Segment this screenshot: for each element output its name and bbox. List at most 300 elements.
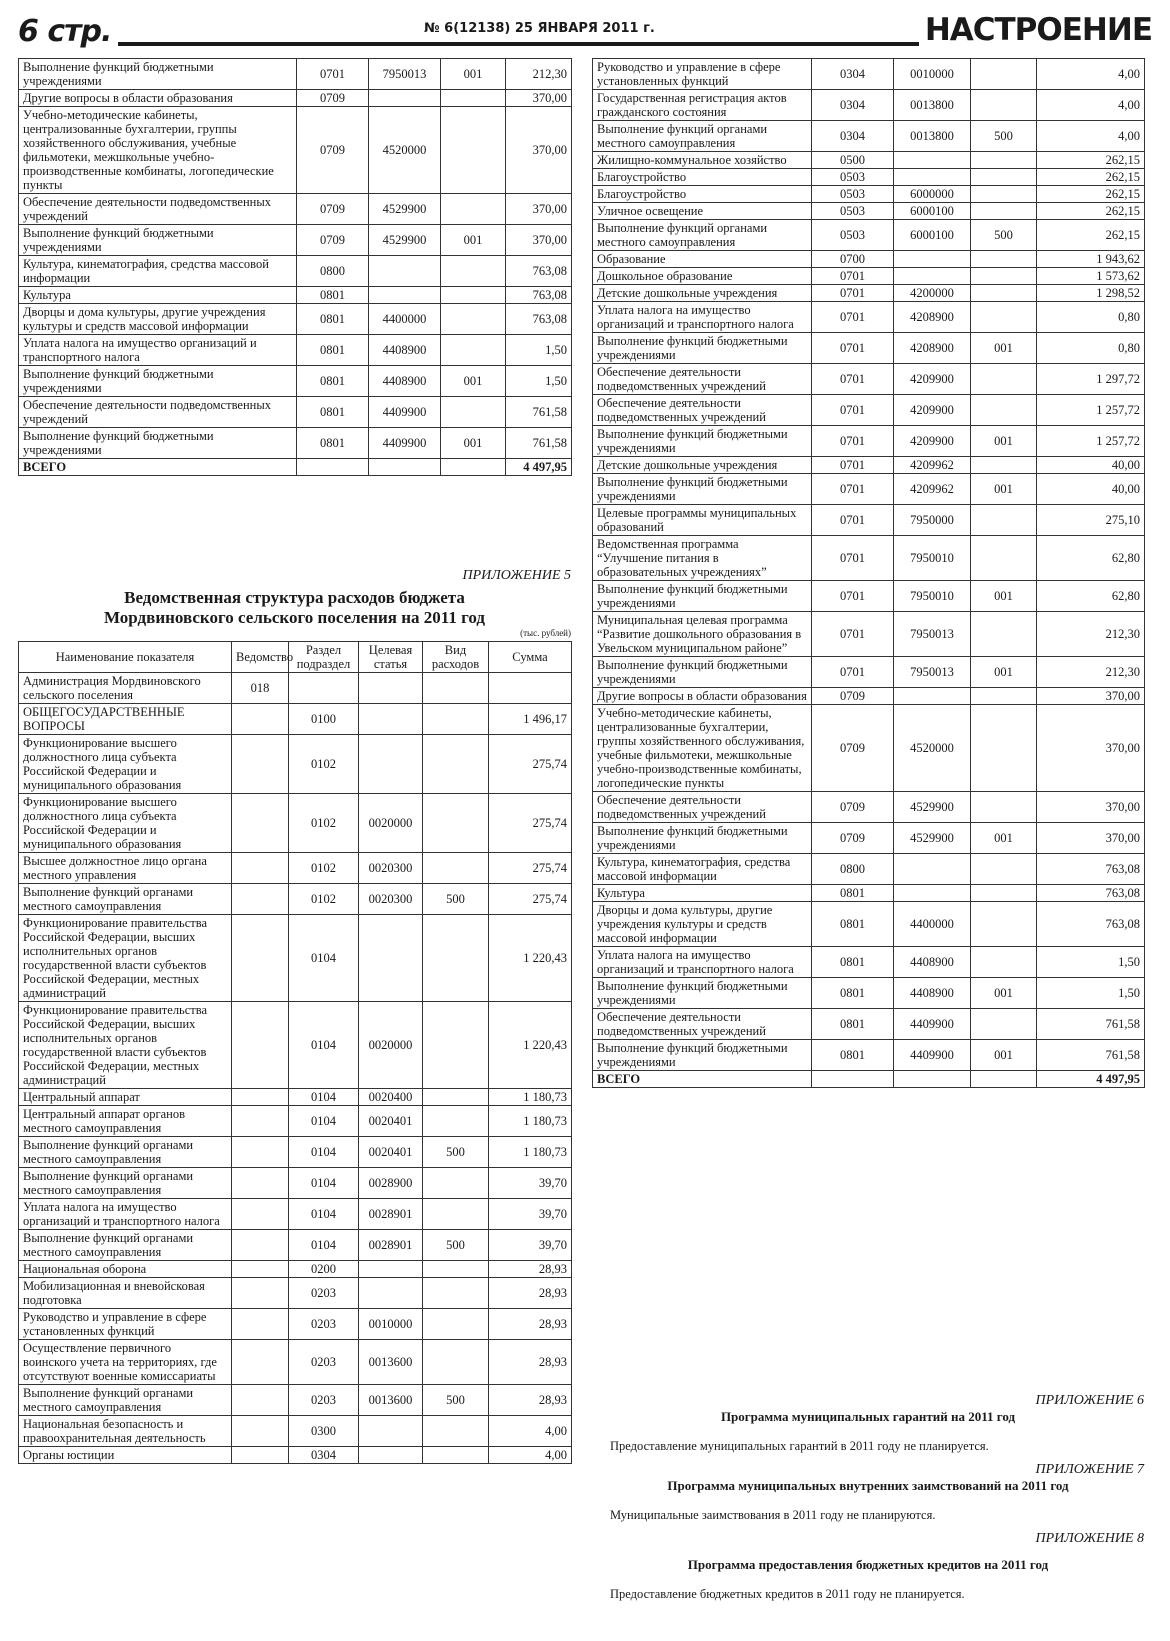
table-cell <box>297 459 369 476</box>
table-cell: 4408900 <box>894 978 971 1009</box>
table-cell: 0801 <box>812 902 894 947</box>
table-cell: 0701 <box>812 657 894 688</box>
table-cell <box>359 1416 423 1447</box>
table-row <box>593 268 1145 285</box>
table-cell: 4,00 <box>489 1416 572 1447</box>
table-cell: 0801 <box>297 428 369 459</box>
table-cell: 4208900 <box>894 302 971 333</box>
table-cell: 0020401 <box>359 1137 423 1168</box>
table-cell: 0,80 <box>1037 333 1145 364</box>
table-row <box>19 735 572 794</box>
table-cell <box>441 107 506 194</box>
table-cell: Функционирование правительства Российской Федерации, высших исполнительных органов государственной власти субъектов Российской Федерации, местных администраций <box>19 1002 232 1089</box>
table-cell: 0801 <box>297 366 369 397</box>
table-cell: Выполнение функций бюджетными учреждениями <box>593 657 812 688</box>
table-cell: Центральный аппарат <box>19 1089 232 1106</box>
table-cell: Жилищно-коммунальное хозяйство <box>593 152 812 169</box>
table-cell: 0701 <box>812 612 894 657</box>
table-cell: 0701 <box>812 536 894 581</box>
table-cell: 1 496,17 <box>489 704 572 735</box>
table-row <box>593 251 1145 268</box>
table-row <box>593 186 1145 203</box>
table-cell: 0102 <box>289 794 359 853</box>
table-cell <box>971 536 1037 581</box>
table-cell <box>232 1089 289 1106</box>
table-cell: Функционирование высшего должностного лица субъекта Российской Федерации и муниципального образования <box>19 735 232 794</box>
table-cell: Мобилизационная и вневойсковая подготовка <box>19 1278 232 1309</box>
table-row <box>19 794 572 853</box>
table-cell: Выполнение функций бюджетными учреждениями <box>593 426 812 457</box>
table-cell: 0102 <box>289 884 359 915</box>
table-cell: 0020401 <box>359 1106 423 1137</box>
table-cell <box>232 1309 289 1340</box>
table-cell: 0102 <box>289 735 359 794</box>
table-row <box>593 1009 1145 1040</box>
table-cell <box>971 1009 1037 1040</box>
table-cell: Уплата налога на имущество организаций и транспортного налога <box>19 1199 232 1230</box>
table-row <box>19 90 572 107</box>
table-cell: Выполнение функций бюджетными учреждениями <box>19 428 297 459</box>
table-cell: 0104 <box>289 1002 359 1089</box>
table-row <box>593 581 1145 612</box>
table-cell: 28,93 <box>489 1385 572 1416</box>
table-cell: 1 180,73 <box>489 1137 572 1168</box>
table-row <box>19 287 572 304</box>
table-row <box>19 1089 572 1106</box>
table-cell <box>232 794 289 853</box>
table-cell <box>423 1089 489 1106</box>
table-cell: 0800 <box>812 854 894 885</box>
table-cell: Обеспечение деятельности подведомственных учреждений <box>593 1009 812 1040</box>
table-cell <box>894 1071 971 1088</box>
table-cell <box>441 90 506 107</box>
table-row <box>19 1447 572 1464</box>
table-cell <box>232 1168 289 1199</box>
table-cell <box>232 1002 289 1089</box>
table-cell: 4400000 <box>369 304 441 335</box>
appendix5-block <box>18 568 571 1464</box>
table-cell: Выполнение функций органами местного самоуправления <box>19 1168 232 1199</box>
table-cell: Целевые программы муниципальных образований <box>593 505 812 536</box>
table-cell <box>971 902 1037 947</box>
left-top-table-block <box>18 58 571 476</box>
table-cell: 7950010 <box>894 581 971 612</box>
table-cell <box>369 256 441 287</box>
table-cell: 370,00 <box>506 194 572 225</box>
table-cell <box>423 1340 489 1385</box>
table-cell: 275,10 <box>1037 505 1145 536</box>
table-cell: Культура, кинематография, средства массовой информации <box>593 854 812 885</box>
table-cell: 28,93 <box>489 1261 572 1278</box>
table-cell <box>971 612 1037 657</box>
table-cell <box>971 251 1037 268</box>
table-cell <box>232 1278 289 1309</box>
table-row <box>593 302 1145 333</box>
table-row <box>19 335 572 366</box>
table-cell: Выполнение функций органами местного самоуправления <box>593 121 812 152</box>
table-cell: 212,30 <box>1037 657 1145 688</box>
table-cell <box>359 1278 423 1309</box>
table-cell: Дворцы и дома культуры, другие учреждения культуры и средств массовой информации <box>593 902 812 947</box>
table-cell: 0701 <box>812 426 894 457</box>
table-cell: Выполнение функций органами местного самоуправления <box>19 1385 232 1416</box>
table-cell: 28,93 <box>489 1340 572 1385</box>
table-cell: 001 <box>971 581 1037 612</box>
table-cell: 0701 <box>812 457 894 474</box>
table-cell: Выполнение функций бюджетными учреждениями <box>19 59 297 90</box>
table-cell: 0013800 <box>894 121 971 152</box>
table-cell: Руководство и управление в сфере установленных функций <box>593 59 812 90</box>
table-cell: 0503 <box>812 203 894 220</box>
table-cell: Выполнение функций бюджетными учреждениями <box>593 581 812 612</box>
appendix6-title: Программа муниципальных гарантий на 2011 год <box>720 1409 1016 1424</box>
table-cell: Дворцы и дома культуры, другие учреждения культуры и средств массовой информации <box>19 304 297 335</box>
appendix7-title: Программа муниципальных внутренних заимствований на 2011 год <box>667 1478 1069 1493</box>
table-cell: Выполнение функций бюджетными учреждениями <box>19 366 297 397</box>
table-cell <box>232 1416 289 1447</box>
table-cell <box>359 704 423 735</box>
table-cell: 7950000 <box>894 505 971 536</box>
table-cell <box>232 1137 289 1168</box>
table-cell: Учебно-методические кабинеты, централизованные бухгалтерии, группы хозяйственного обслуживания, учебные фильмотеки, межшкольные учебно-производственные комбинаты, логопедические пункты <box>19 107 297 194</box>
table-cell: 62,80 <box>1037 536 1145 581</box>
table-cell <box>894 152 971 169</box>
table-cell: 0010000 <box>359 1309 423 1340</box>
table-cell: 0,80 <box>1037 302 1145 333</box>
table-cell: 761,58 <box>1037 1009 1145 1040</box>
table-cell: 0709 <box>297 194 369 225</box>
table-cell <box>359 673 423 704</box>
table-row <box>19 304 572 335</box>
table-row <box>593 792 1145 823</box>
table-cell <box>441 256 506 287</box>
table-cell: 4408900 <box>369 366 441 397</box>
table-cell: 7950013 <box>894 612 971 657</box>
table-cell: 0701 <box>297 59 369 90</box>
table-cell: 763,08 <box>1037 902 1145 947</box>
table-cell: 0801 <box>812 947 894 978</box>
table-cell: 0801 <box>297 304 369 335</box>
table-row <box>593 457 1145 474</box>
column-header: Сумма <box>489 642 572 673</box>
table-cell: 370,00 <box>506 90 572 107</box>
table-cell: 4209962 <box>894 457 971 474</box>
table-cell: 0104 <box>289 1137 359 1168</box>
table-cell: 262,15 <box>1037 152 1145 169</box>
table-cell: 275,74 <box>489 853 572 884</box>
table-cell: 6000100 <box>894 220 971 251</box>
table-cell: 4,00 <box>1037 59 1145 90</box>
table-cell: Выполнение функций бюджетными учреждениями <box>593 1040 812 1071</box>
table-cell: Высшее должностное лицо органа местного управления <box>19 853 232 884</box>
table-cell <box>423 1002 489 1089</box>
table-cell: 39,70 <box>489 1230 572 1261</box>
table-cell: 4409900 <box>894 1009 971 1040</box>
table-row <box>593 203 1145 220</box>
table-cell <box>359 1447 423 1464</box>
table-cell: 1 180,73 <box>489 1089 572 1106</box>
table-cell: Национальная оборона <box>19 1261 232 1278</box>
appendix6-label: ПРИЛОЖЕНИЕ 6 <box>1035 1393 1144 1408</box>
table-cell <box>232 1261 289 1278</box>
table-row <box>19 884 572 915</box>
table-cell: 001 <box>441 225 506 256</box>
table-row <box>19 1416 572 1447</box>
table-cell: 0200 <box>289 1261 359 1278</box>
table-row <box>19 366 572 397</box>
table-row <box>593 1040 1145 1071</box>
table-cell: 275,74 <box>489 794 572 853</box>
table-row <box>19 1199 572 1230</box>
table-cell <box>971 59 1037 90</box>
table-cell: 0020300 <box>359 884 423 915</box>
table-cell: Уплата налога на имущество организаций и транспортного налога <box>19 335 297 366</box>
table-cell: 0203 <box>289 1278 359 1309</box>
table-cell: Другие вопросы в области образования <box>19 90 297 107</box>
table-cell: Выполнение функций органами местного самоуправления <box>19 1137 232 1168</box>
table-cell: 370,00 <box>1037 705 1145 792</box>
table-cell: 001 <box>441 59 506 90</box>
table-cell: 1,50 <box>1037 978 1145 1009</box>
column-header: Раздел подраздел <box>289 642 359 673</box>
table-cell <box>232 1447 289 1464</box>
table-cell: 1 220,43 <box>489 1002 572 1089</box>
table-cell <box>423 735 489 794</box>
table-cell: 212,30 <box>506 59 572 90</box>
table-cell: 001 <box>441 428 506 459</box>
table-cell: 0709 <box>812 705 894 792</box>
table-cell <box>441 304 506 335</box>
table-cell: 001 <box>971 474 1037 505</box>
table-cell: 0801 <box>812 885 894 902</box>
table-cell: 370,00 <box>1037 688 1145 705</box>
table-cell: Национальная безопасность и правоохранительная деятельность <box>19 1416 232 1447</box>
table-cell: 4 497,95 <box>506 459 572 476</box>
table-cell: Благоустройство <box>593 169 812 186</box>
table-cell <box>423 1261 489 1278</box>
appendix8-title: Программа предоставления бюджетных кредитов на 2011 год <box>687 1557 1049 1572</box>
table-row <box>19 1340 572 1385</box>
table-cell: 0028901 <box>359 1199 423 1230</box>
table-cell <box>971 395 1037 426</box>
table-cell: 0028901 <box>359 1230 423 1261</box>
table-cell: Уличное освещение <box>593 203 812 220</box>
table-cell: 0500 <box>812 152 894 169</box>
table-cell: 763,08 <box>506 287 572 304</box>
table-cell: 4409900 <box>894 1040 971 1071</box>
table-cell: 0203 <box>289 1340 359 1385</box>
table-cell: 500 <box>423 1385 489 1416</box>
table-cell: 0709 <box>812 823 894 854</box>
table-cell: 1 257,72 <box>1037 426 1145 457</box>
table-cell: Функционирование правительства Российской Федерации, высших исполнительных органов государственной власти субъектов Российской Федерации, местных администраций <box>19 915 232 1002</box>
table-row <box>19 1106 572 1137</box>
table-cell: 0020000 <box>359 794 423 853</box>
table-cell: 500 <box>971 121 1037 152</box>
table-row <box>19 428 572 459</box>
table-cell: 500 <box>423 884 489 915</box>
table-cell <box>359 735 423 794</box>
table-cell <box>369 287 441 304</box>
table-cell: 4529900 <box>894 823 971 854</box>
table-cell: 4209900 <box>894 395 971 426</box>
table-cell: 4408900 <box>369 335 441 366</box>
table-cell <box>423 1416 489 1447</box>
table-cell: Выполнение функций органами местного самоуправления <box>593 220 812 251</box>
table-cell <box>423 1278 489 1309</box>
table-cell: 4520000 <box>369 107 441 194</box>
table-cell: 0701 <box>812 581 894 612</box>
table-cell: 4209900 <box>894 426 971 457</box>
table-row <box>19 1385 572 1416</box>
table-cell: Уплата налога на имущество организаций и транспортного налога <box>593 947 812 978</box>
table-row <box>19 459 572 476</box>
table-row <box>593 823 1145 854</box>
table-row <box>593 902 1145 947</box>
table-cell: 500 <box>423 1230 489 1261</box>
table-cell <box>423 673 489 704</box>
table-cell: 4 497,95 <box>1037 1071 1145 1088</box>
table-row <box>19 1002 572 1089</box>
table-cell: 0709 <box>812 688 894 705</box>
table-cell: 0020400 <box>359 1089 423 1106</box>
table-cell <box>441 335 506 366</box>
table-cell <box>971 152 1037 169</box>
table-cell: 0104 <box>289 915 359 1002</box>
table-cell: 0701 <box>812 285 894 302</box>
table-cell: 7950013 <box>369 59 441 90</box>
table-cell <box>971 1071 1037 1088</box>
table-cell: 0203 <box>289 1385 359 1416</box>
table-cell: 370,00 <box>506 107 572 194</box>
table-cell: 1 257,72 <box>1037 395 1145 426</box>
appendices-block <box>592 1393 1144 1602</box>
table-row <box>593 505 1145 536</box>
table-cell <box>441 459 506 476</box>
table-row <box>19 673 572 704</box>
table-row <box>593 121 1145 152</box>
table-cell: 28,93 <box>489 1309 572 1340</box>
table-cell: ВСЕГО <box>593 1071 812 1088</box>
table-cell <box>894 251 971 268</box>
left-top-table <box>18 58 572 476</box>
table-cell: 4200000 <box>894 285 971 302</box>
table-row <box>19 1309 572 1340</box>
table-cell <box>971 302 1037 333</box>
table-cell: 0701 <box>812 268 894 285</box>
table-cell: 62,80 <box>1037 581 1145 612</box>
header-rule <box>118 42 938 46</box>
table-cell: 0104 <box>289 1230 359 1261</box>
table-cell: 1 943,62 <box>1037 251 1145 268</box>
appendix5-title: Ведомственная структура расходов бюджета Мордвиновского сельского поселения на 2011 год <box>103 588 485 627</box>
table-cell <box>423 1309 489 1340</box>
table-row <box>593 947 1145 978</box>
table-row <box>19 256 572 287</box>
table-cell: Обеспечение деятельности подведомственных учреждений <box>593 395 812 426</box>
table-cell: 28,93 <box>489 1278 572 1309</box>
table-cell <box>441 287 506 304</box>
table-row <box>593 978 1145 1009</box>
table-cell: Детские дошкольные учреждения <box>593 285 812 302</box>
table-cell: 40,00 <box>1037 474 1145 505</box>
table-cell: 0701 <box>812 505 894 536</box>
table-cell: 763,08 <box>1037 854 1145 885</box>
table-cell: 7950010 <box>894 536 971 581</box>
table-cell <box>971 885 1037 902</box>
table-cell: 0304 <box>812 59 894 90</box>
table-cell <box>894 169 971 186</box>
appendix8-text: Предоставление бюджетных кредитов в 2011 году не планируется. <box>610 1587 965 1601</box>
table-cell: 0104 <box>289 1168 359 1199</box>
table-cell: 0013600 <box>359 1340 423 1385</box>
table-cell: Выполнение функций органами местного самоуправления <box>19 884 232 915</box>
table-cell: 763,08 <box>506 304 572 335</box>
table-cell: 0503 <box>812 169 894 186</box>
table-cell: 6000000 <box>894 186 971 203</box>
appendix7-label: ПРИЛОЖЕНИЕ 7 <box>1035 1462 1144 1477</box>
table-cell: 001 <box>971 657 1037 688</box>
table-cell: Культура <box>593 885 812 902</box>
table-cell: 0801 <box>297 335 369 366</box>
table-row <box>19 194 572 225</box>
table-cell: 4409900 <box>369 428 441 459</box>
table-cell <box>489 673 572 704</box>
page-number: 6 стр. <box>18 14 112 49</box>
table-cell <box>423 853 489 884</box>
table-cell: 370,00 <box>1037 823 1145 854</box>
table-cell <box>423 704 489 735</box>
table-row <box>593 152 1145 169</box>
table-cell: 4209962 <box>894 474 971 505</box>
table-cell <box>232 1106 289 1137</box>
table-cell: 39,70 <box>489 1199 572 1230</box>
column-header: Целевая статья <box>359 642 423 673</box>
table-cell: 4,00 <box>489 1447 572 1464</box>
table-cell <box>894 854 971 885</box>
table-cell: 0300 <box>289 1416 359 1447</box>
table-row <box>593 426 1145 457</box>
column-header: Наименование показателя <box>19 642 232 673</box>
table-cell: 001 <box>971 823 1037 854</box>
table-cell <box>971 854 1037 885</box>
table-cell: 212,30 <box>1037 612 1145 657</box>
table-row <box>593 474 1145 505</box>
appendix6-text: Предоставление муниципальных гарантий в 2011 году не планируется. <box>610 1439 989 1453</box>
table-cell <box>359 1261 423 1278</box>
table-cell: 0304 <box>812 121 894 152</box>
table-cell: ВСЕГО <box>19 459 297 476</box>
table-cell: 275,74 <box>489 884 572 915</box>
table-cell: 0503 <box>812 220 894 251</box>
table-cell: 1,50 <box>506 335 572 366</box>
table-cell: 0701 <box>812 302 894 333</box>
table-row <box>593 169 1145 186</box>
table-cell: 001 <box>971 1040 1037 1071</box>
table-cell: 4209900 <box>894 364 971 395</box>
table-row <box>19 704 572 735</box>
table-cell: 0020000 <box>359 1002 423 1089</box>
table-cell <box>232 704 289 735</box>
table-cell: Муниципальная целевая программа “Развитие дошкольного образования в Увельском муниципальном районе” <box>593 612 812 657</box>
table-cell: Другие вопросы в области образования <box>593 688 812 705</box>
table-cell: 4400000 <box>894 902 971 947</box>
table-cell: 0801 <box>812 978 894 1009</box>
table-cell: Функционирование высшего должностного лица субъекта Российской Федерации и муниципального образования <box>19 794 232 853</box>
table-cell: Выполнение функций бюджетными учреждениями <box>593 333 812 364</box>
table-cell: Государственная регистрация актов гражданского состояния <box>593 90 812 121</box>
table-cell: 0020300 <box>359 853 423 884</box>
